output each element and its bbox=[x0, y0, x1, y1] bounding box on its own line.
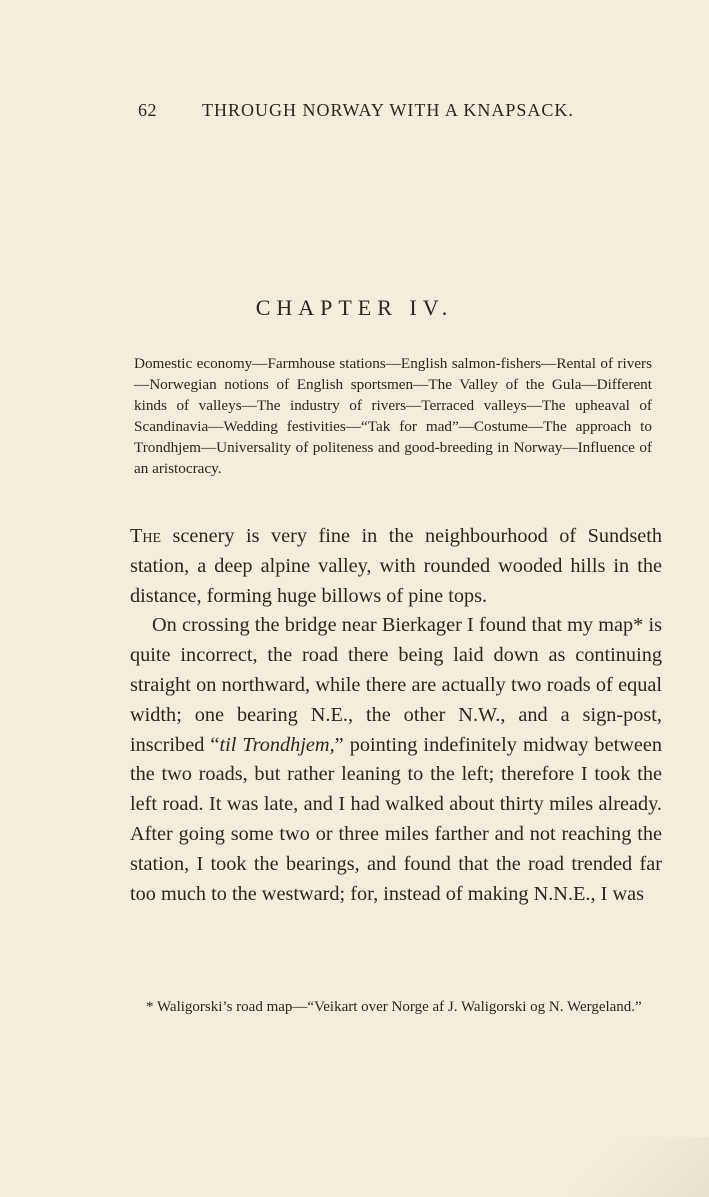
page-corner-shading bbox=[529, 1137, 709, 1197]
footnote: * Waligorski’s road map—“Veikart over Norge af J. Waligorski og N. Wergeland.” bbox=[146, 999, 642, 1015]
paragraph-2 bbox=[130, 611, 662, 909]
paragraph-1-text: scenery is very fine in the neighbourhood of Sundseth station, a deep alpine valley, with rounded wooded hills in the distance, forming huge billows of pine tops. bbox=[130, 525, 662, 607]
body-text bbox=[130, 522, 662, 909]
paragraph-2-text-a: On crossing the bridge near Bierkager I found that my map* is quite incorrect, the road there being laid down as continuing straight on northward, while there are actually two roads of equal width; one bearing N.E., the other N.W., and a sign-post, inscribed “ bbox=[130, 614, 662, 756]
paragraph-1-lead: The bbox=[130, 525, 162, 547]
paragraph-2-text-b: ” pointing indefinitely midway between the two roads, but rather leaning to the left; therefore I took the left road. It was late, and I had walked about thirty miles already. After going some two or three miles farther and not reaching the station, I took the bearings, and found that the road trended far too much to the westward; for, instead of making N.N.E., I was bbox=[130, 733, 663, 905]
chapter-synopsis: Domestic economy—Farmhouse stations—English salmon-fishers—Rental of rivers—Norwegian notions of English sportsmen—The Valley of the Gula—Different kinds of valleys—The industry of rivers—Terraced valleys—The upheaval of Scandinavia—Wedding festivities—“Tak for mad”—Costume—The approach to Trondhjem—Universality of politeness and good-breeding in Norway—Influence of an aristocracy. bbox=[134, 355, 652, 477]
paragraph-1 bbox=[130, 522, 662, 611]
running-title: THROUGH NORWAY WITH A KNAPSACK. bbox=[202, 100, 574, 120]
page-number: 62 bbox=[138, 100, 157, 120]
chapter-title: CHAPTER IV. bbox=[255, 295, 454, 320]
paragraph-2-italic: til Trondhjem, bbox=[219, 733, 335, 756]
